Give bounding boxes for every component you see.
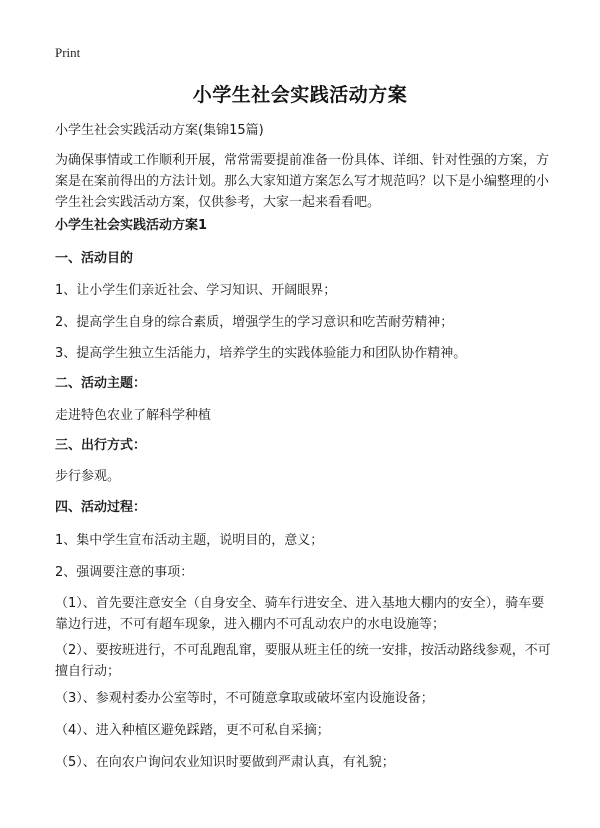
document-subtitle: 小学生社会实践活动方案(集锦15篇) — [55, 123, 264, 138]
heading-theme: 二、活动主题： — [55, 376, 147, 391]
intro-paragraph: 为确保事情或工作顺利开展，常常需要提前准备一份具体、详细、针对性强的方案，方案是在案前得出的方法计划。那么大家知道方案怎么写才规范吗？以下是小编整理的小学生社会实践活动方案，仅供参考，大家一起来看看吧。 — [55, 153, 550, 210]
purpose-item-2: 2、提高学生自身的综合素质，增强学生的学习意识和吃苦耐劳精神； — [55, 315, 454, 330]
process-step-1: 1、集中学生宣布活动主题，说明目的，意义； — [55, 533, 324, 548]
purpose-item-3: 3、提高学生独立生活能力，培养学生的实践体验能力和团队协作精神。 — [55, 346, 467, 361]
travel-text: 步行参观。 — [55, 469, 121, 484]
note-item-1: （1）、首先要注意安全（自身安全、骑车行进安全、进入基地大棚内的安全），骑车要靠边行进，不可有超车现象，进入棚内不可乱动农户的水电设施等； — [55, 596, 545, 632]
theme-text: 走进特色农业了解科学种植 — [55, 408, 212, 423]
process-step-2: 2、强调要注意的事项： — [55, 565, 194, 580]
note-item-3: （3）、参观村委办公室等时，不可随意拿取或破坏室内设施设备； — [55, 691, 434, 706]
heading-purpose: 一、活动目的 — [55, 251, 134, 266]
note-item-4: （4）、进入种植区避免踩踏，更不可私自采摘； — [55, 723, 330, 738]
heading-travel: 三、出行方式： — [55, 438, 147, 453]
page-title: 小学生社会实践活动方案 — [192, 84, 408, 106]
note-item-2: （2）、要按班进行，不可乱跑乱窜，要服从班主任的统一安排，按活动路线参观，不可擅自行动； — [55, 643, 551, 679]
heading-process: 四、活动过程： — [55, 500, 147, 515]
print-link[interactable]: Print — [55, 45, 81, 60]
section-heading: 小学生社会实践活动方案1 — [55, 218, 208, 233]
purpose-item-1: 1、让小学生们亲近社会、学习知识、开阔眼界； — [55, 283, 337, 298]
note-item-5: （5）、在向农户询问农业知识时要做到严肃认真，有礼貌； — [55, 755, 395, 770]
